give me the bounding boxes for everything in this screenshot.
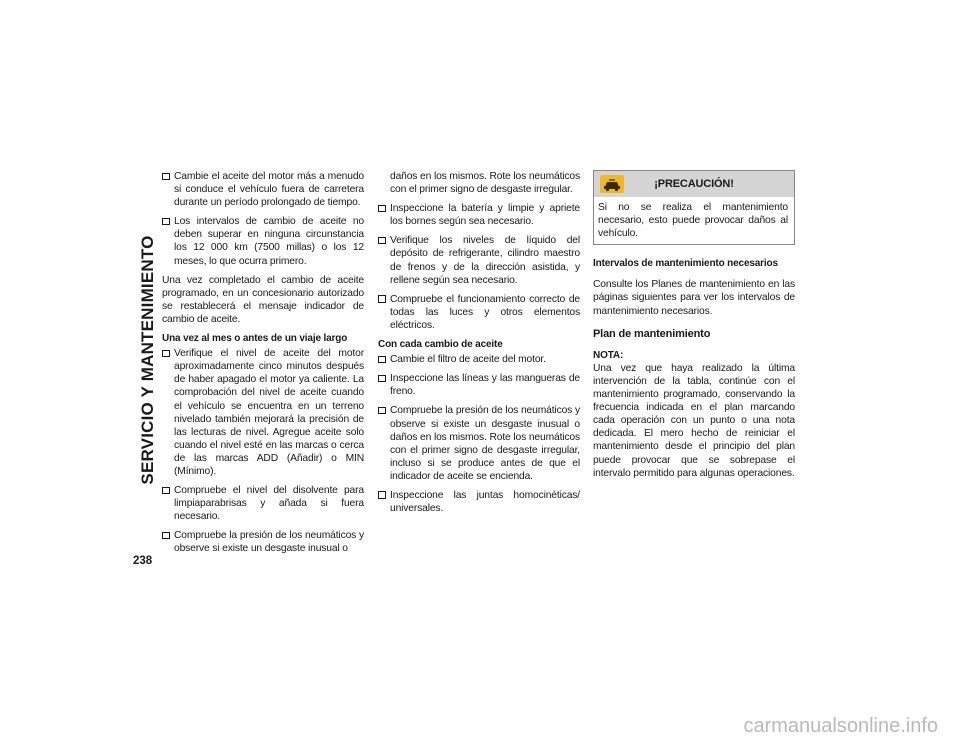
paragraph: Una vez completado el cambio de aceite programado, en un concesionario autorizado se restablecerá el mensaje indicador de cambio de aceite. <box>162 274 364 325</box>
subheading: Con cada cambio de aceite <box>378 339 503 351</box>
caution-title: ¡PRECAUCIÓN! <box>654 178 734 190</box>
column-1 <box>162 170 364 562</box>
checkbox-bullet-icon <box>162 218 170 226</box>
checkbox-bullet-icon <box>378 375 386 383</box>
column-3 <box>593 170 795 486</box>
list-item: Compruebe la presión de los neumáticos y observe si existe un desgaste inusual o daños en los mismos. Rote los neumáticos con el primer signo de desgaste irregular, incluso si se produce antes de que el indicador de aceite se encienda. <box>378 404 580 483</box>
subheading: Intervalos de mantenimiento necesarios <box>593 258 778 270</box>
paragraph: Consulte los Planes de mantenimiento en las páginas siguientes para ver los intervalos de mantenimiento necesarios. <box>593 279 795 317</box>
caution-header <box>594 171 794 197</box>
note-text: Una vez que haya realizado la última intervención de la tabla, continúe con el mantenimiento programado, conservando la frecuencia indicada en el plan marcando cada operación con un punto o una nota dedicada. El mero hecho de reiniciar el mantenimiento desde el principio del plan puede provocar que se sobrepase el intervalo permitido para algunas operaciones. <box>593 362 795 479</box>
list-item: Verifique los niveles de líquido del depósito de refrigerante, cilindro maestro de frenos y de la dirección asistida, y rellene según sea necesario. <box>378 234 580 286</box>
subheading: Una vez al mes o antes de un viaje largo <box>162 333 348 345</box>
checkbox-bullet-icon <box>162 173 170 181</box>
caution-box <box>593 170 795 245</box>
page-number: 238 <box>133 555 153 567</box>
checkbox-bullet-icon <box>162 350 170 358</box>
caution-text: Si no se realiza el mantenimiento necesario, esto puede provocar daños al vehículo. <box>598 202 788 240</box>
list-item: Cambie el filtro de aceite del motor. <box>378 353 580 366</box>
checkbox-bullet-icon <box>378 295 386 303</box>
list-item: Verifique el nivel de aceite del motor aproximadamente cinco minutos después de haber apagado el motor ya caliente. La comprobación del nivel de aceite cuando el vehículo se encuentra en un terreno nivelado también mejorará la precisión de las lecturas de nivel. Agregue aceite solo cuando el nivel esté en las marcas o cerca de las marcas ADD (Añadir) o MIN (Mínimo). <box>162 347 364 478</box>
section-heading: Plan de mantenimiento <box>593 327 711 340</box>
checkbox-bullet-icon <box>378 205 386 213</box>
checkbox-bullet-icon <box>162 532 170 540</box>
list-item: Compruebe el funcionamiento correcto de todas las luces y otros elementos eléctricos. <box>378 293 580 332</box>
list-item: Inspeccione la batería y limpie y apriete los bornes según sea necesario. <box>378 202 580 228</box>
watermark: carmanualsonline.info <box>743 715 938 737</box>
section-side-title <box>137 170 159 550</box>
list-item: Los intervalos de cambio de aceite no deben superar en ninguna circunstancia los 12 000 km (7500 millas) o los 12 meses, lo que ocurra primero. <box>162 215 364 267</box>
list-item: Inspeccione las juntas homocinéticas/ universales. <box>378 489 580 515</box>
section-side-title-text: SERVICIO Y MANTENIMIENTO <box>138 235 157 485</box>
checkbox-bullet-icon <box>378 356 386 364</box>
list-item: Inspeccione las líneas y las mangueras de freno. <box>378 372 580 398</box>
list-item: Compruebe el nivel del disolvente para limpiaparabrisas y añada si fuera necesario. <box>162 484 364 523</box>
checkbox-bullet-icon <box>162 487 170 495</box>
list-item: Compruebe la presión de los neumáticos y observe si existe un desgaste inusual o <box>162 529 364 555</box>
checkbox-bullet-icon <box>378 237 386 245</box>
list-item: Cambie el aceite del motor más a menudo si conduce el vehículo fuera de carretera durante un período prolongado de tiempo. <box>162 170 364 209</box>
column-2 <box>378 170 580 521</box>
note-label: NOTA: <box>593 349 624 361</box>
list-item-continuation: daños en los mismos. Rote los neumáticos con el primer signo de desgaste irregular. <box>390 171 580 196</box>
checkbox-bullet-icon <box>378 407 386 415</box>
checkbox-bullet-icon <box>378 491 386 499</box>
